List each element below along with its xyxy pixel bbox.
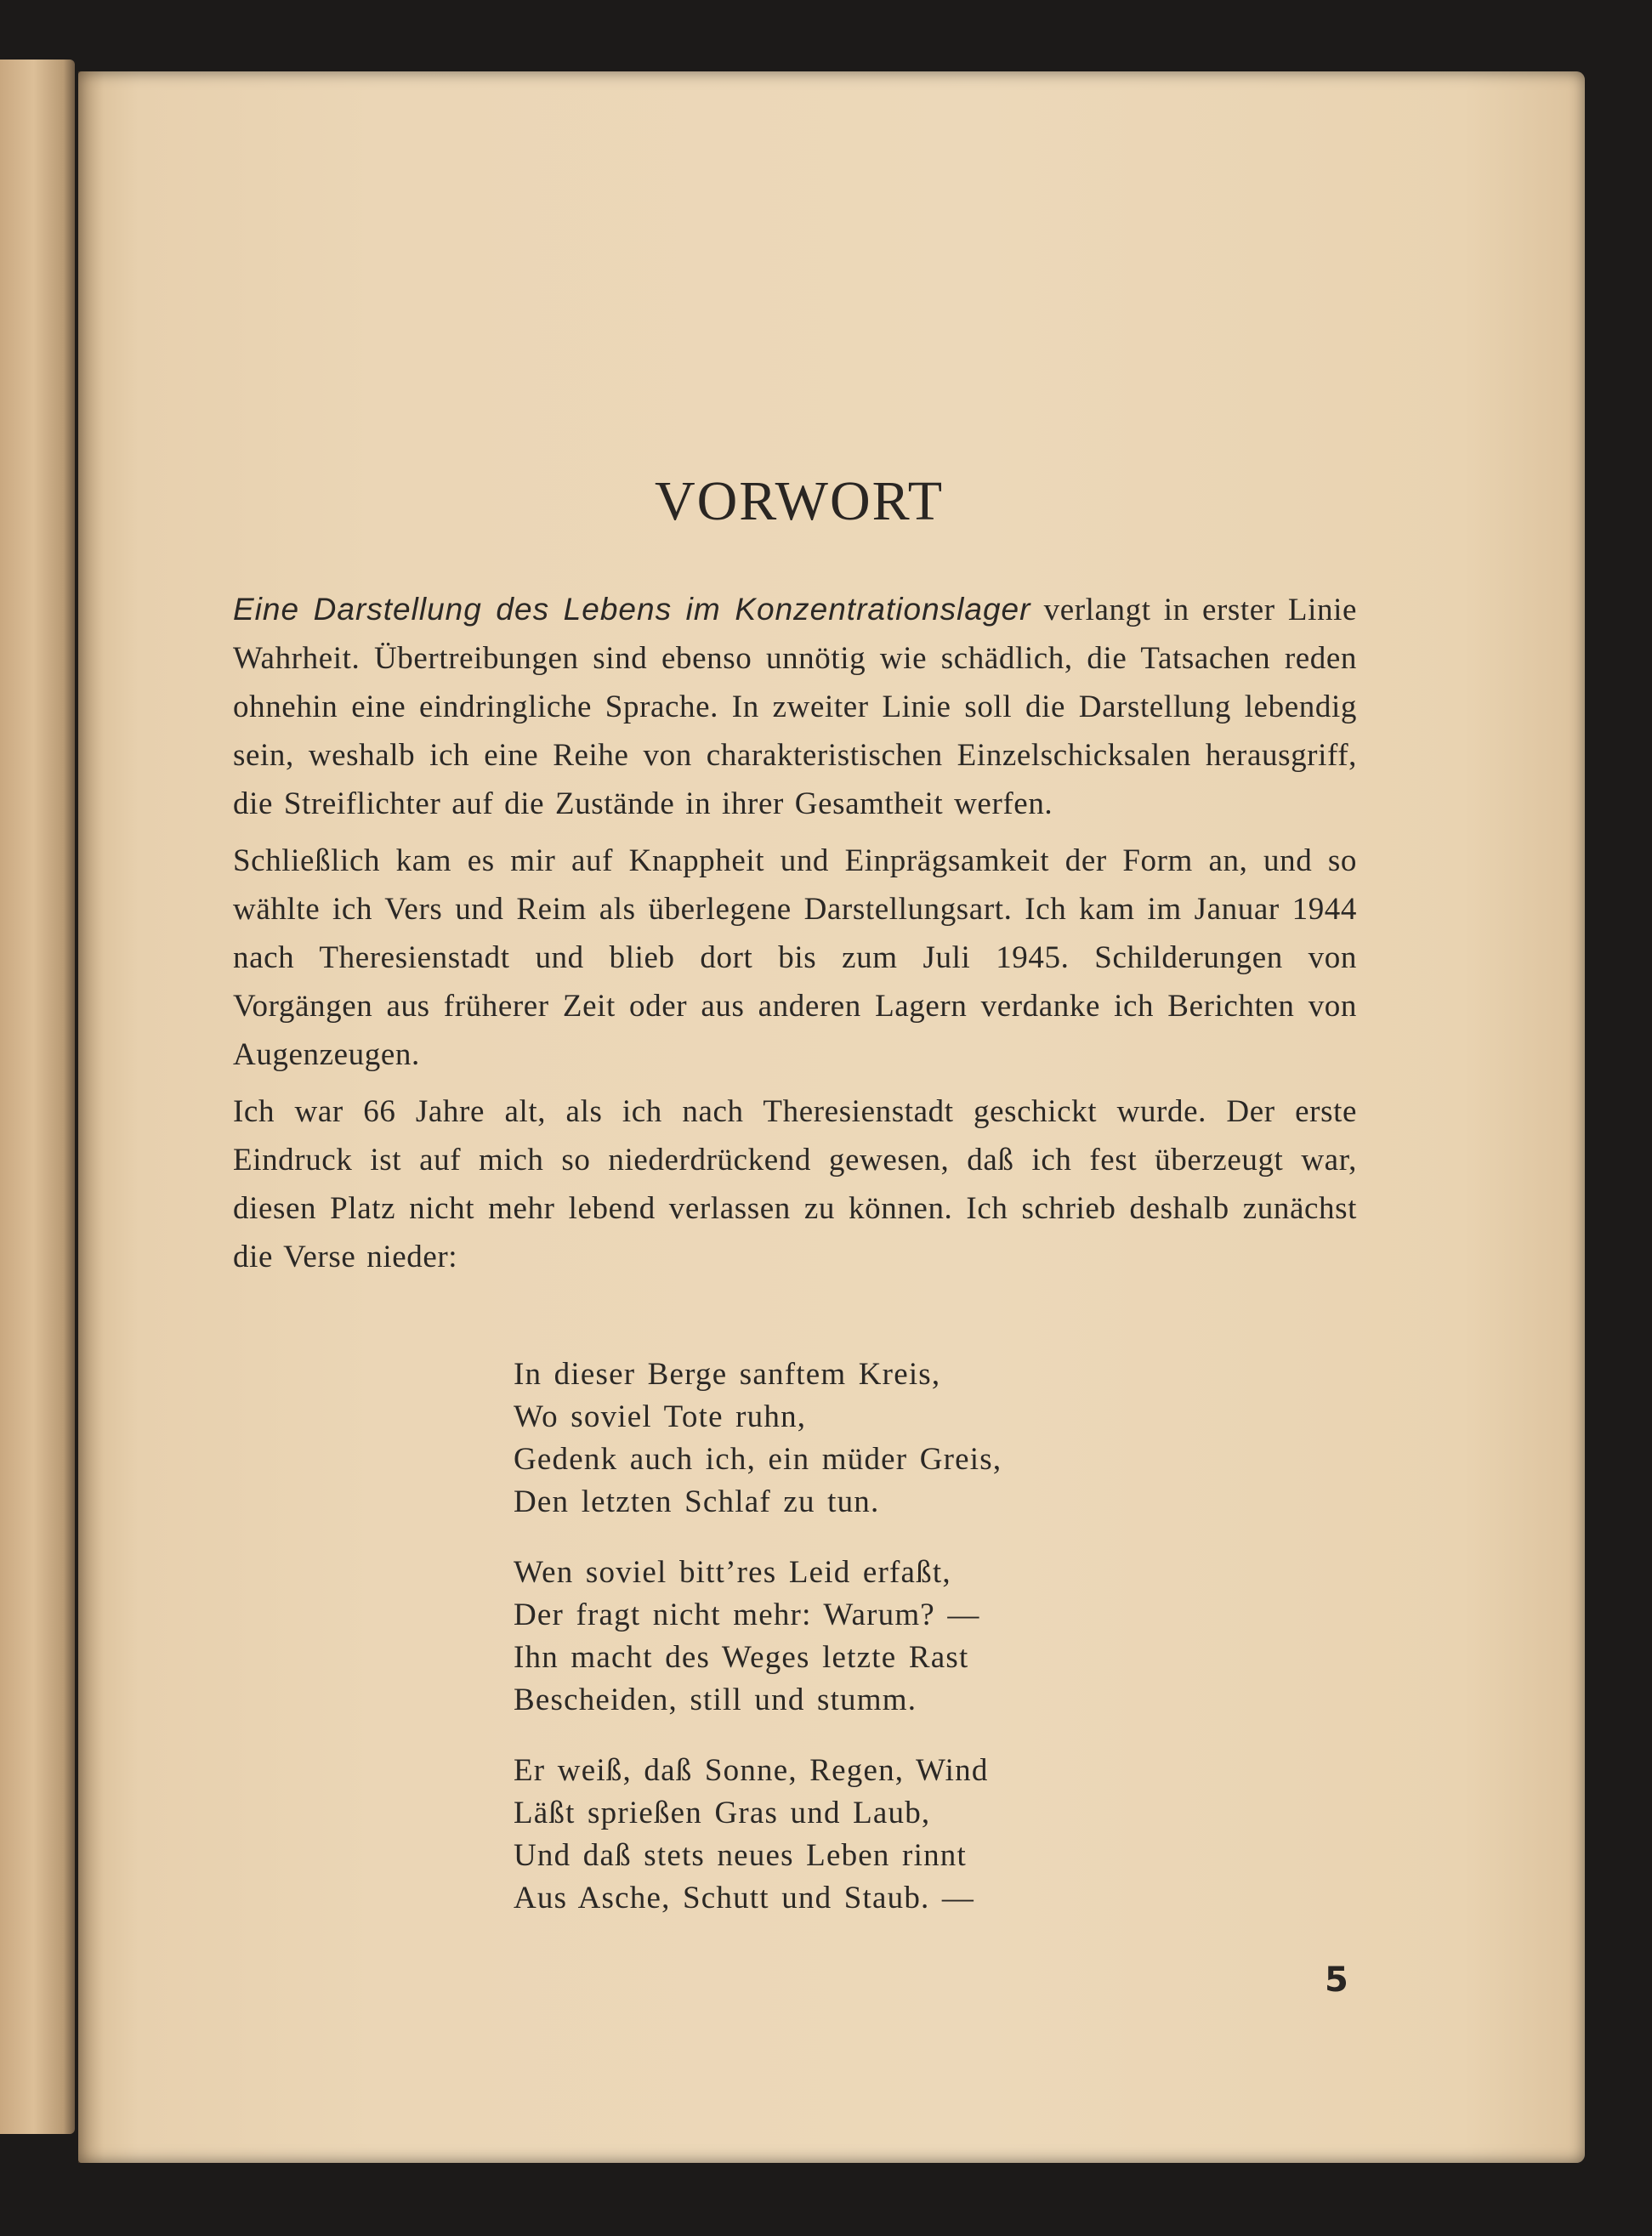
stanza-3: [514, 1750, 1002, 1920]
verse-line: Bescheiden, still und stumm.: [514, 1683, 917, 1717]
page-number: 5: [1325, 1961, 1348, 2000]
stanza-2: [514, 1552, 1002, 1722]
verse-line: Wo soviel Tote ruhn,: [514, 1399, 807, 1434]
foreword-body: [233, 585, 1357, 1290]
paragraph-1: [233, 585, 1357, 828]
verse-line: Aus Asche, Schutt und Staub. —: [514, 1881, 975, 1915]
verse-line: Den letzten Schlaf zu tun.: [514, 1484, 880, 1519]
verse-line: Der fragt nicht mehr: Warum? —: [514, 1598, 980, 1632]
verse-line: Läßt sprießen Gras und Laub,: [514, 1796, 931, 1830]
facing-page-edge: [0, 60, 75, 2134]
verse-line: Ihn macht des Weges letzte Rast: [514, 1640, 969, 1675]
paragraph-1-text: verlangt in erster Linie Wahrheit. Übertreibungen sind ebenso unnötig wie schädlich, die Tatsachen reden ohnehin eine eindringliche Sprache. In zweiter Linie soll die Darstellung lebendig sein, weshalb ich eine Reihe von charakteristischen Einzelschicksalen herausgriff, die Streiflichter auf die Zustände in ihrer Gesamtheit werfen.: [233, 593, 1357, 821]
page-title: VORWORT: [654, 470, 945, 532]
poem: [514, 1354, 1002, 1948]
paragraph-2: Schließlich kam es mir auf Knappheit und Einprägsamkeit der Form an, und so wählte ich Vers und Reim als überlegene Darstellungsart. Ich kam im Januar 1944 nach Theresienstadt und blieb dort bis zum Juli 1945. Schilderungen von Vorgängen aus früherer Zeit oder aus anderen Lagern verdanke ich Berichten von Augenzeugen.: [233, 843, 1357, 1072]
verse-line: Wen soviel bitt’res Leid erfaßt,: [514, 1555, 951, 1590]
verse-line: Und daß stets neues Leben rinnt: [514, 1838, 967, 1873]
stanza-1: [514, 1354, 1002, 1524]
verse-line: Gedenk auch ich, ein müder Greis,: [514, 1442, 1002, 1477]
page-gutter-shadow: [78, 71, 104, 2163]
paragraph-1-italic-lead: Eine Darstellung des Lebens im Konzentrationslager: [233, 592, 1031, 627]
paragraph-3: Ich war 66 Jahre alt, als ich nach Theresienstadt geschickt wurde. Der erste Eindruck ist auf mich so niederdrückend gewesen, daß ich fest überzeugt war, diesen Platz nicht mehr lebend verlassen zu können. Ich schrieb deshalb zunächst die Verse nieder:: [233, 1094, 1357, 1274]
verse-line: Er weiß, daß Sonne, Regen, Wind: [514, 1753, 989, 1788]
verse-line: In dieser Berge sanftem Kreis,: [514, 1357, 941, 1392]
